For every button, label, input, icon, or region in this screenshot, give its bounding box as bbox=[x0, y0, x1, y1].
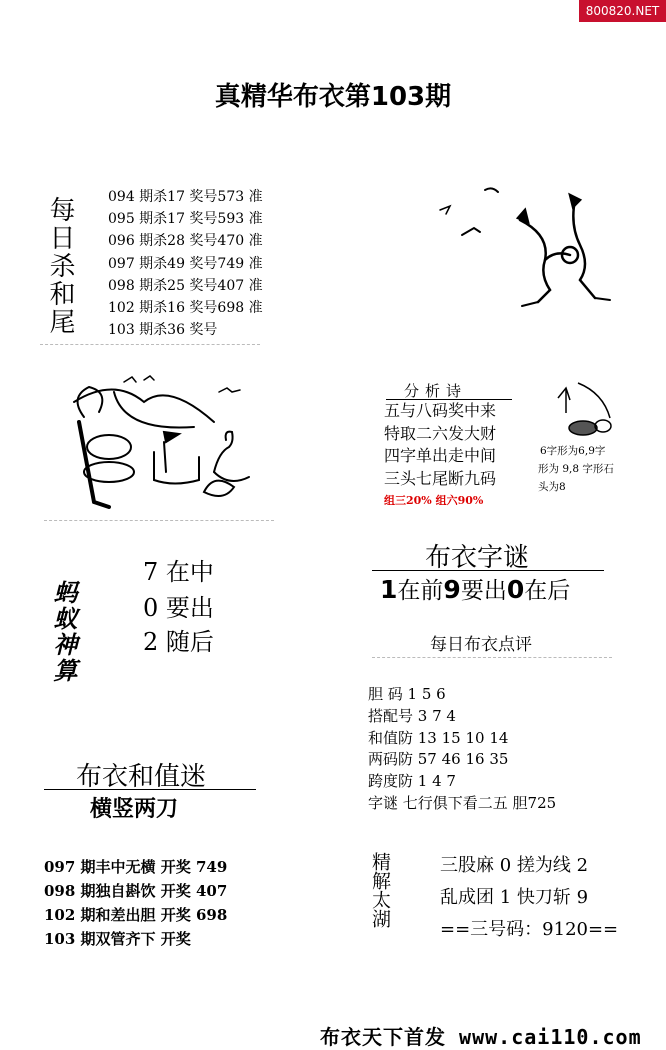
divider bbox=[372, 657, 612, 658]
poem-notes bbox=[538, 442, 614, 496]
poem-lines bbox=[384, 400, 496, 512]
lake-line: 乱成团 1 快刀斩 9 bbox=[440, 887, 589, 908]
riddle-digit: 9 bbox=[443, 575, 461, 604]
lake-line: 三股麻 0 搓为线 2 bbox=[440, 855, 589, 876]
daily-kill-label: 每日杀和尾 bbox=[45, 196, 75, 336]
ant-line: 0 要出 bbox=[143, 594, 214, 622]
poem-red-line: 组三20% 组六90% bbox=[384, 494, 484, 507]
list-item: 跨度防 1 4 7 bbox=[368, 772, 456, 791]
divider bbox=[40, 344, 260, 345]
ant-line: 7 在中 bbox=[143, 558, 214, 586]
page-title: 真精华布衣第103期 bbox=[214, 82, 452, 112]
daily-kill-list bbox=[108, 186, 263, 341]
poem-line: 特取二六发大财 bbox=[384, 423, 497, 443]
riddle-word: 在后 bbox=[524, 578, 571, 604]
ant-line: 2 随后 bbox=[143, 628, 214, 656]
riddle-word: 要出 bbox=[460, 578, 507, 604]
review-list bbox=[368, 684, 556, 815]
list-item: 103 期双管齐下 开奖 bbox=[44, 930, 191, 948]
riddle-digit: 0 bbox=[506, 575, 525, 604]
note-line: 6字形为6,9字 bbox=[540, 445, 606, 457]
list-item: 095 期杀17 奖号593 准 bbox=[108, 211, 263, 228]
list-item: 103 期杀36 奖号 bbox=[108, 322, 218, 339]
note-line: 形为 9,8 字形石 bbox=[538, 463, 614, 475]
ant-calc-label: 蚂蚁神算 bbox=[49, 580, 78, 684]
riddle-title: 布衣字谜 bbox=[425, 543, 530, 573]
note-line: 头为8 bbox=[538, 481, 566, 493]
sum-riddle-underline bbox=[44, 789, 256, 790]
list-item: 搭配号 3 7 4 bbox=[368, 706, 456, 725]
lake-label: 精解太湖 bbox=[369, 852, 391, 928]
list-item: 和值防 13 15 10 14 bbox=[368, 728, 509, 747]
poem-title: 分析诗 bbox=[404, 382, 468, 400]
list-item: 094 期杀17 奖号573 准 bbox=[108, 189, 263, 205]
list-item: 102 期杀16 奖号698 准 bbox=[108, 300, 263, 317]
list-item: 字谜 七行俱下看二五 胆725 bbox=[368, 793, 557, 812]
sum-riddle-title: 布衣和值迷 bbox=[76, 762, 207, 792]
poem-line: 四字单出走中间 bbox=[384, 446, 497, 465]
list-item: 两码防 57 46 16 35 bbox=[368, 750, 509, 769]
riddle-underline bbox=[372, 570, 604, 571]
list-item: 097 期杀49 奖号749 准 bbox=[108, 255, 263, 272]
riddle-word: 在前 bbox=[397, 578, 444, 604]
list-item: 097 期丰中无横 开奖 749 bbox=[44, 858, 228, 876]
list-item: 098 期独自斟饮 开奖 407 bbox=[44, 882, 228, 900]
poem-line: 三头七尾断九码 bbox=[384, 468, 497, 488]
landscape-illustration bbox=[54, 372, 274, 522]
footer-text: 布衣天下首发 www.cai110.com bbox=[320, 1025, 642, 1049]
divider bbox=[44, 520, 274, 521]
list-item: 102 期和差出胆 开奖 698 bbox=[44, 906, 228, 924]
stick-figure-illustration bbox=[430, 180, 640, 310]
review-title: 每日布衣点评 bbox=[430, 635, 532, 655]
list-item: 098 期杀25 奖号407 准 bbox=[108, 277, 263, 294]
poem-line: 五与八码奖中来 bbox=[384, 401, 497, 420]
riddle-text bbox=[380, 572, 570, 605]
sum-riddle-list bbox=[44, 855, 227, 951]
list-item: 096 期杀28 奖号470 准 bbox=[108, 233, 263, 250]
sum-riddle-subtitle: 横竖两刀 bbox=[90, 796, 179, 822]
riddle-digit: 1 bbox=[380, 575, 398, 604]
lake-line: ==三号码：9120== bbox=[440, 919, 619, 940]
site-badge: 800820.NET bbox=[579, 0, 666, 22]
list-item: 胆 码 1 5 6 bbox=[368, 685, 446, 703]
rock-illustration bbox=[548, 378, 618, 438]
lake-lines bbox=[440, 850, 618, 946]
